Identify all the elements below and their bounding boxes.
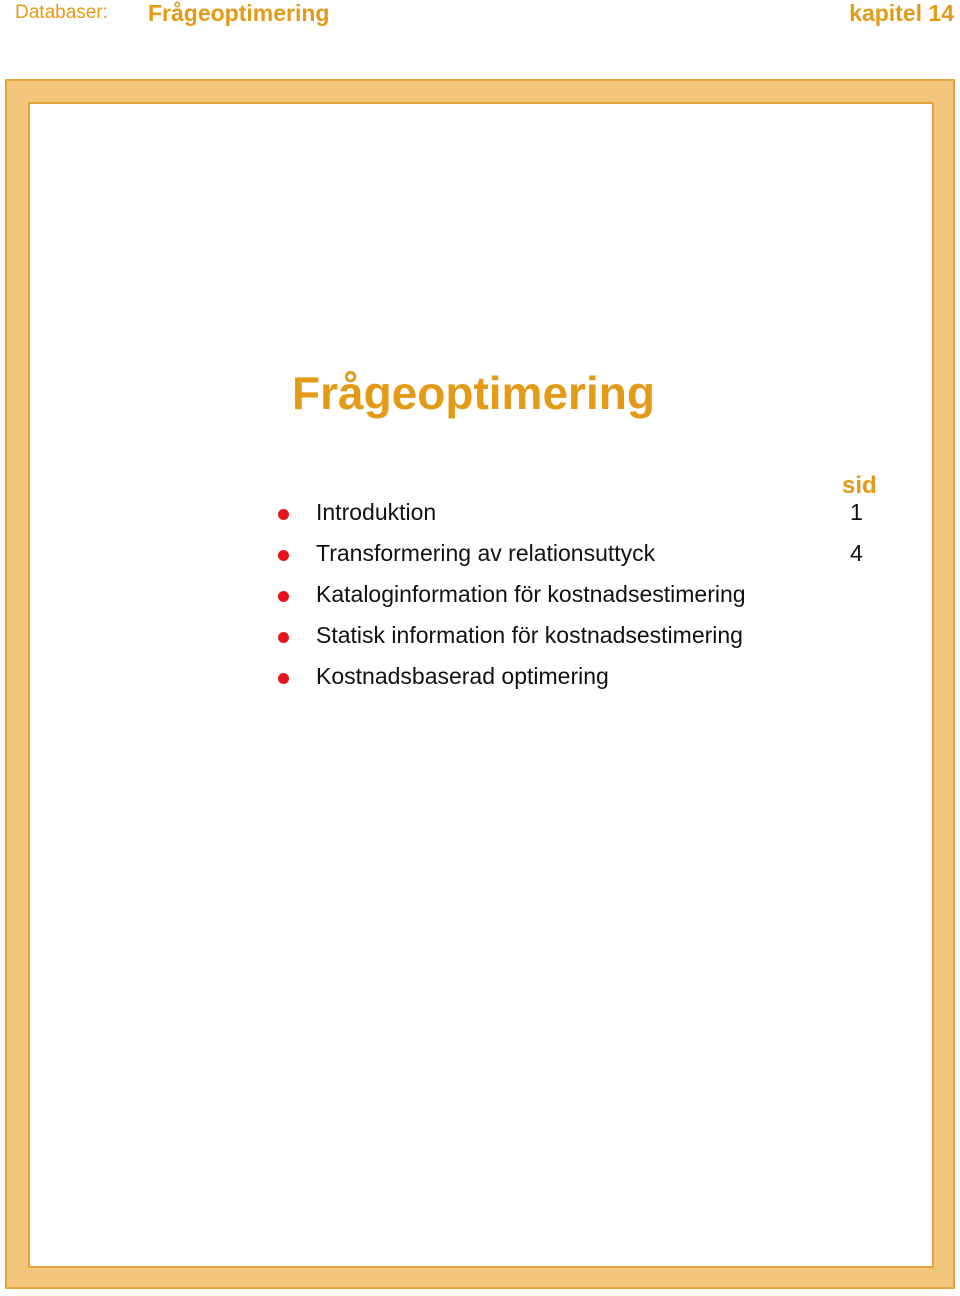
table-of-contents xyxy=(278,499,878,704)
slide-content-panel xyxy=(28,102,934,1268)
slide-frame xyxy=(5,79,955,1289)
bullet-icon xyxy=(278,591,289,602)
toc-item-label: Transformering av relationsuttyck xyxy=(316,540,656,566)
toc-item xyxy=(278,540,878,581)
toc-item-label: Kostnadsbaserad optimering xyxy=(316,663,609,689)
toc-item xyxy=(278,663,878,704)
header-title: Frågeoptimering xyxy=(148,0,330,26)
toc-item xyxy=(278,581,878,622)
page-header xyxy=(0,0,960,40)
bullet-icon xyxy=(278,632,289,643)
slide-title: Frågeoptimering xyxy=(292,367,655,419)
toc-item-page: 4 xyxy=(850,540,863,566)
bullet-icon xyxy=(278,509,289,520)
course-label: Databaser: xyxy=(15,2,108,23)
toc-item xyxy=(278,499,878,540)
toc-item-label: Introduktion xyxy=(316,499,437,525)
toc-item xyxy=(278,622,878,663)
bullet-icon xyxy=(278,550,289,561)
bullet-icon xyxy=(278,673,289,684)
toc-item-page: 1 xyxy=(850,499,863,525)
toc-item-label: Statisk information för kostnadsestimering xyxy=(316,622,743,648)
page-column-label: sid xyxy=(842,472,877,499)
toc-item-label: Kataloginformation för kostnadsestimering xyxy=(316,581,746,607)
chapter-label: kapitel 14 xyxy=(849,0,954,26)
